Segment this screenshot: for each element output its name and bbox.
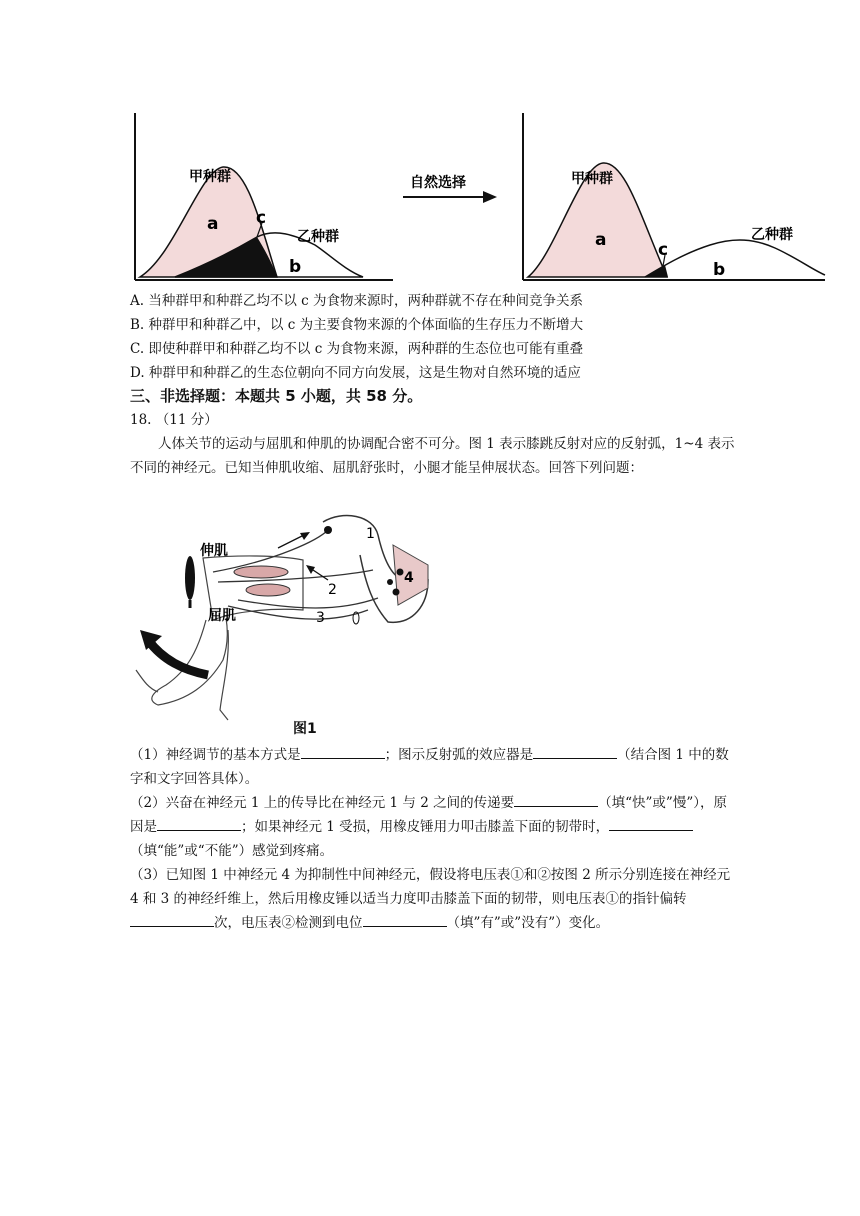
option-a: A. 当种群甲和种群乙均不以 c 为食物来源时，两种群就不存在种间竞争关系 — [130, 293, 583, 309]
species-b-curve-right — [645, 240, 825, 277]
part-2-text-b: （填“快”或”慢”），原因是 — [130, 795, 727, 835]
answer-blank-4[interactable] — [157, 816, 241, 831]
part-3-text-a: （3）已知图 1 中神经元 4 为抑制性中间神经元，假设将电压表①和②按图 2 所示分别连接在神经元 4 和 3 的神经纤维上，然后用橡皮锤以适当力度叩击膝盖下面的韧带，则电压表①的指针偏转 — [130, 867, 731, 907]
part-3-text-c: （填”有”或”没有”）变化。 — [446, 915, 610, 931]
right-panel — [523, 113, 825, 280]
foot-outline — [136, 670, 158, 692]
part-3 — [130, 863, 740, 935]
answer-blank-1[interactable] — [301, 744, 385, 759]
species-a-label-left: 甲种群 — [189, 169, 231, 185]
section-heading: 三、非选择题：本题共 5 小题，共 58 分。 — [130, 387, 423, 405]
answer-blank-6[interactable] — [130, 912, 214, 927]
question-intro — [130, 432, 740, 480]
nerve-fiber-1 — [213, 530, 328, 572]
question-intro-text: 人体关节的运动与屈肌和伸肌的协调配合密不可分。图 1 表示膝跳反射对应的反射弧，1~4 表示不同的神经元。已知当伸肌收缩、屈肌舒张时，小腿才能呈伸展状态。回答下列问题： — [130, 436, 735, 476]
region-a-label-left: a — [207, 214, 219, 234]
figure-caption: 图1 — [293, 721, 317, 737]
region-c-label-right: c — [658, 240, 669, 260]
region-b-label-right: b — [713, 260, 726, 280]
answer-blank-2[interactable] — [533, 744, 617, 759]
part-1 — [130, 743, 740, 791]
part-2-text-a: （2）兴奋在神经元 1 上的传导比在神经元 1 与 2 之间的传递要 — [130, 795, 515, 811]
neuron-number-3: 3 — [316, 610, 325, 626]
extensor-muscle — [234, 566, 288, 578]
part-1-text-c: （结合图 1 中的数字和文字回答具体）。 — [130, 747, 729, 787]
neuron-number-4: 4 — [404, 570, 414, 586]
part-2-text-d: （填“能”或“不能”）感觉到疼痛。 — [130, 843, 334, 859]
neuron-number-2: 2 — [328, 582, 337, 598]
answer-blank-5[interactable] — [609, 816, 693, 831]
option-d: D. 种群甲和种群乙的生态位朝向不同方向发展，这是生物对自然环境的适应 — [130, 365, 581, 381]
answer-blank-7[interactable] — [363, 912, 447, 927]
part-3-text-b: 次，电压表②检测到电位 — [214, 915, 363, 931]
label-extensor: 伸肌 — [200, 543, 228, 559]
species-a-label-right: 甲种群 — [571, 171, 613, 187]
option-c: C. 即使种群甲和种群乙均不以 c 为食物来源，两种群的生态位也可能有重叠 — [130, 341, 584, 357]
niche-figure — [125, 105, 835, 290]
part-1-text-a: （1）神经调节的基本方式是 — [130, 747, 301, 763]
species-b-label-right: 乙种群 — [751, 227, 793, 243]
part-1-text-b: ；图示反射弧的效应器是 — [384, 747, 534, 763]
nerve-fiber-4 — [238, 598, 378, 608]
label-flexor: 屈肌 — [208, 608, 236, 624]
region-c-label-left: c — [256, 208, 267, 228]
part-2-text-c: ；如果神经元 1 受损，用橡皮锤用力叩击膝盖下面的韧带时， — [241, 819, 610, 835]
species-b-label-left: 乙种群 — [297, 229, 339, 245]
region-b-label-left: b — [289, 257, 302, 277]
hammer-head — [185, 556, 195, 600]
natural-selection-arrow — [403, 174, 497, 203]
left-panel — [135, 113, 393, 280]
lower-leg-outline — [152, 618, 227, 705]
arrow-label: 自然选择 — [410, 175, 466, 191]
motion-arrow — [148, 640, 208, 675]
neuron-number-1: 1 — [366, 526, 375, 542]
reflex-arc-figure — [128, 510, 448, 740]
region-a-label-right: a — [595, 230, 607, 250]
question-number: 18. （11 分） — [130, 412, 218, 428]
option-b: B. 种群甲和种群乙中，以 c 为主要食物来源的个体面临的生存压力不断增大 — [130, 317, 584, 333]
flexor-muscle — [246, 584, 290, 596]
part-2 — [130, 791, 740, 863]
answer-blank-3[interactable] — [514, 792, 598, 807]
